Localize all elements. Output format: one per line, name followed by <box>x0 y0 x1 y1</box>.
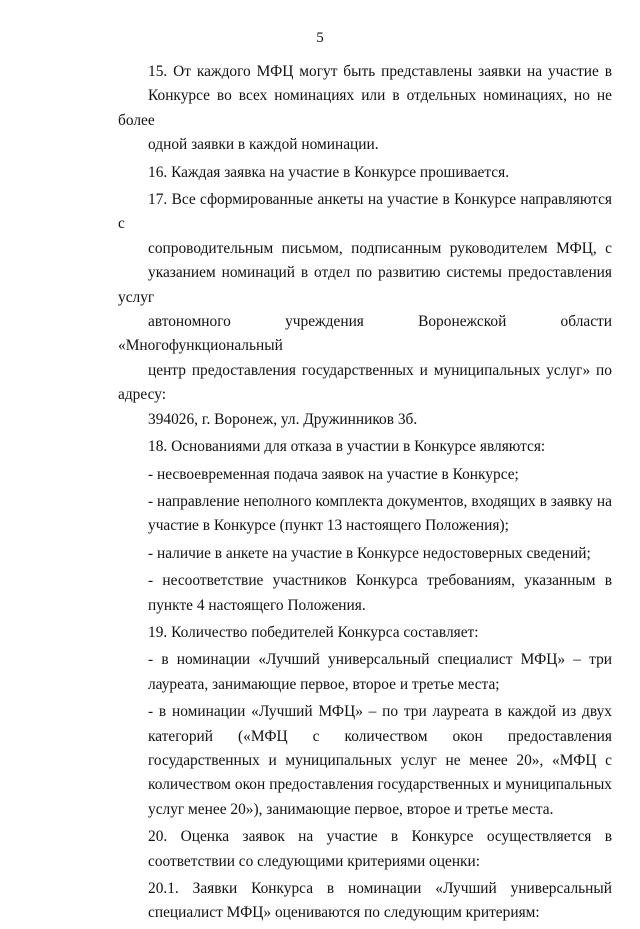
text-line: соответствии со следующими критериями оценки: <box>148 852 481 870</box>
paragraph-p18a <box>118 463 612 487</box>
text-line: количеством окон предоставления государственных и муниципальных <box>148 776 612 794</box>
paragraph-p20_1 <box>118 877 612 926</box>
text-line: 15. От каждого МФЦ могут быть представлены заявки на участие в <box>148 63 612 80</box>
paragraph-p18c <box>118 542 612 566</box>
text-line: государственных и муниципальных услуг не менее 20», «МФЦ с <box>148 751 612 769</box>
paragraph-p18b <box>118 490 612 539</box>
text-line: 17. Все сформированные анкеты на участие в Конкурсе направляются с <box>118 191 612 233</box>
text-line: центр предоставления государственных и муниципальных услуг» по адресу: <box>118 361 612 404</box>
text-line: - в номинации «Лучший МФЦ» – по три лауреата в каждой из двух <box>148 703 612 721</box>
text-line: сопроводительным письмом, подписанным руководителем МФЦ, с <box>148 239 612 257</box>
paragraph-p20 <box>118 825 612 874</box>
paragraph-p16 <box>118 161 612 185</box>
text-line: специалист МФЦ» оцениваются по следующим критериям: <box>148 904 540 922</box>
paragraph-p17 <box>118 188 612 432</box>
paragraph-p18d <box>118 569 612 618</box>
text-line: автономного учреждения Воронежской области «Многофункциональный <box>118 313 612 355</box>
text-line: лауреата, занимающие первое, второе и третье места; <box>148 675 500 693</box>
text-line: 19. Количество победителей Конкурса составляет: <box>148 623 479 641</box>
text-line: пункте 4 настоящего Положения. <box>148 596 366 614</box>
text-line: - несвоевременная подача заявок на участие в Конкурсе; <box>148 465 519 483</box>
paragraph-p19b <box>118 700 612 822</box>
text-line: - несоответствие участников Конкурса требованиям, указанным в <box>148 572 612 590</box>
paragraph-p19 <box>118 621 612 645</box>
text-line: услуг менее 20»), занимающие первое, второе и третье места. <box>148 800 554 818</box>
text-line: Конкурсе во всех номинациях или в отдельных номинациях, но не более <box>118 87 612 129</box>
text-line: участие в Конкурсе (пункт 13 настоящего Положения); <box>148 517 509 535</box>
paragraph-p18 <box>118 435 612 459</box>
page-number: 5 <box>316 30 324 46</box>
text-line: 20.1. Заявки Конкурса в номинации «Лучший универсальный <box>148 880 612 897</box>
text-line: 16. Каждая заявка на участие в Конкурсе прошивается. <box>148 163 510 181</box>
text-line: 20. Оценка заявок на участие в Конкурсе осуществляется в <box>148 828 612 846</box>
document-body <box>118 60 612 929</box>
text-line: - наличие в анкете на участие в Конкурсе недостоверных сведений; <box>148 544 591 562</box>
paragraph-p15 <box>118 60 612 158</box>
text-line: - в номинации «Лучший универсальный специалист МФЦ» – три <box>148 651 612 669</box>
text-line: одной заявки в каждой номинации. <box>148 136 379 154</box>
text-line: 18. Основаниями для отказа в участии в Конкурсе являются: <box>148 438 546 456</box>
paragraph-p19a <box>118 648 612 697</box>
text-line: указанием номинаций в отдел по развитию системы предоставления услуг <box>118 264 612 306</box>
text-line: категорий («МФЦ с количеством окон предоставления <box>148 727 612 745</box>
text-line: - направление неполного комплекта документов, входящих в заявку на <box>148 492 612 510</box>
text-line: 394026, г. Воронеж, ул. Дружинников 3б. <box>148 410 418 428</box>
